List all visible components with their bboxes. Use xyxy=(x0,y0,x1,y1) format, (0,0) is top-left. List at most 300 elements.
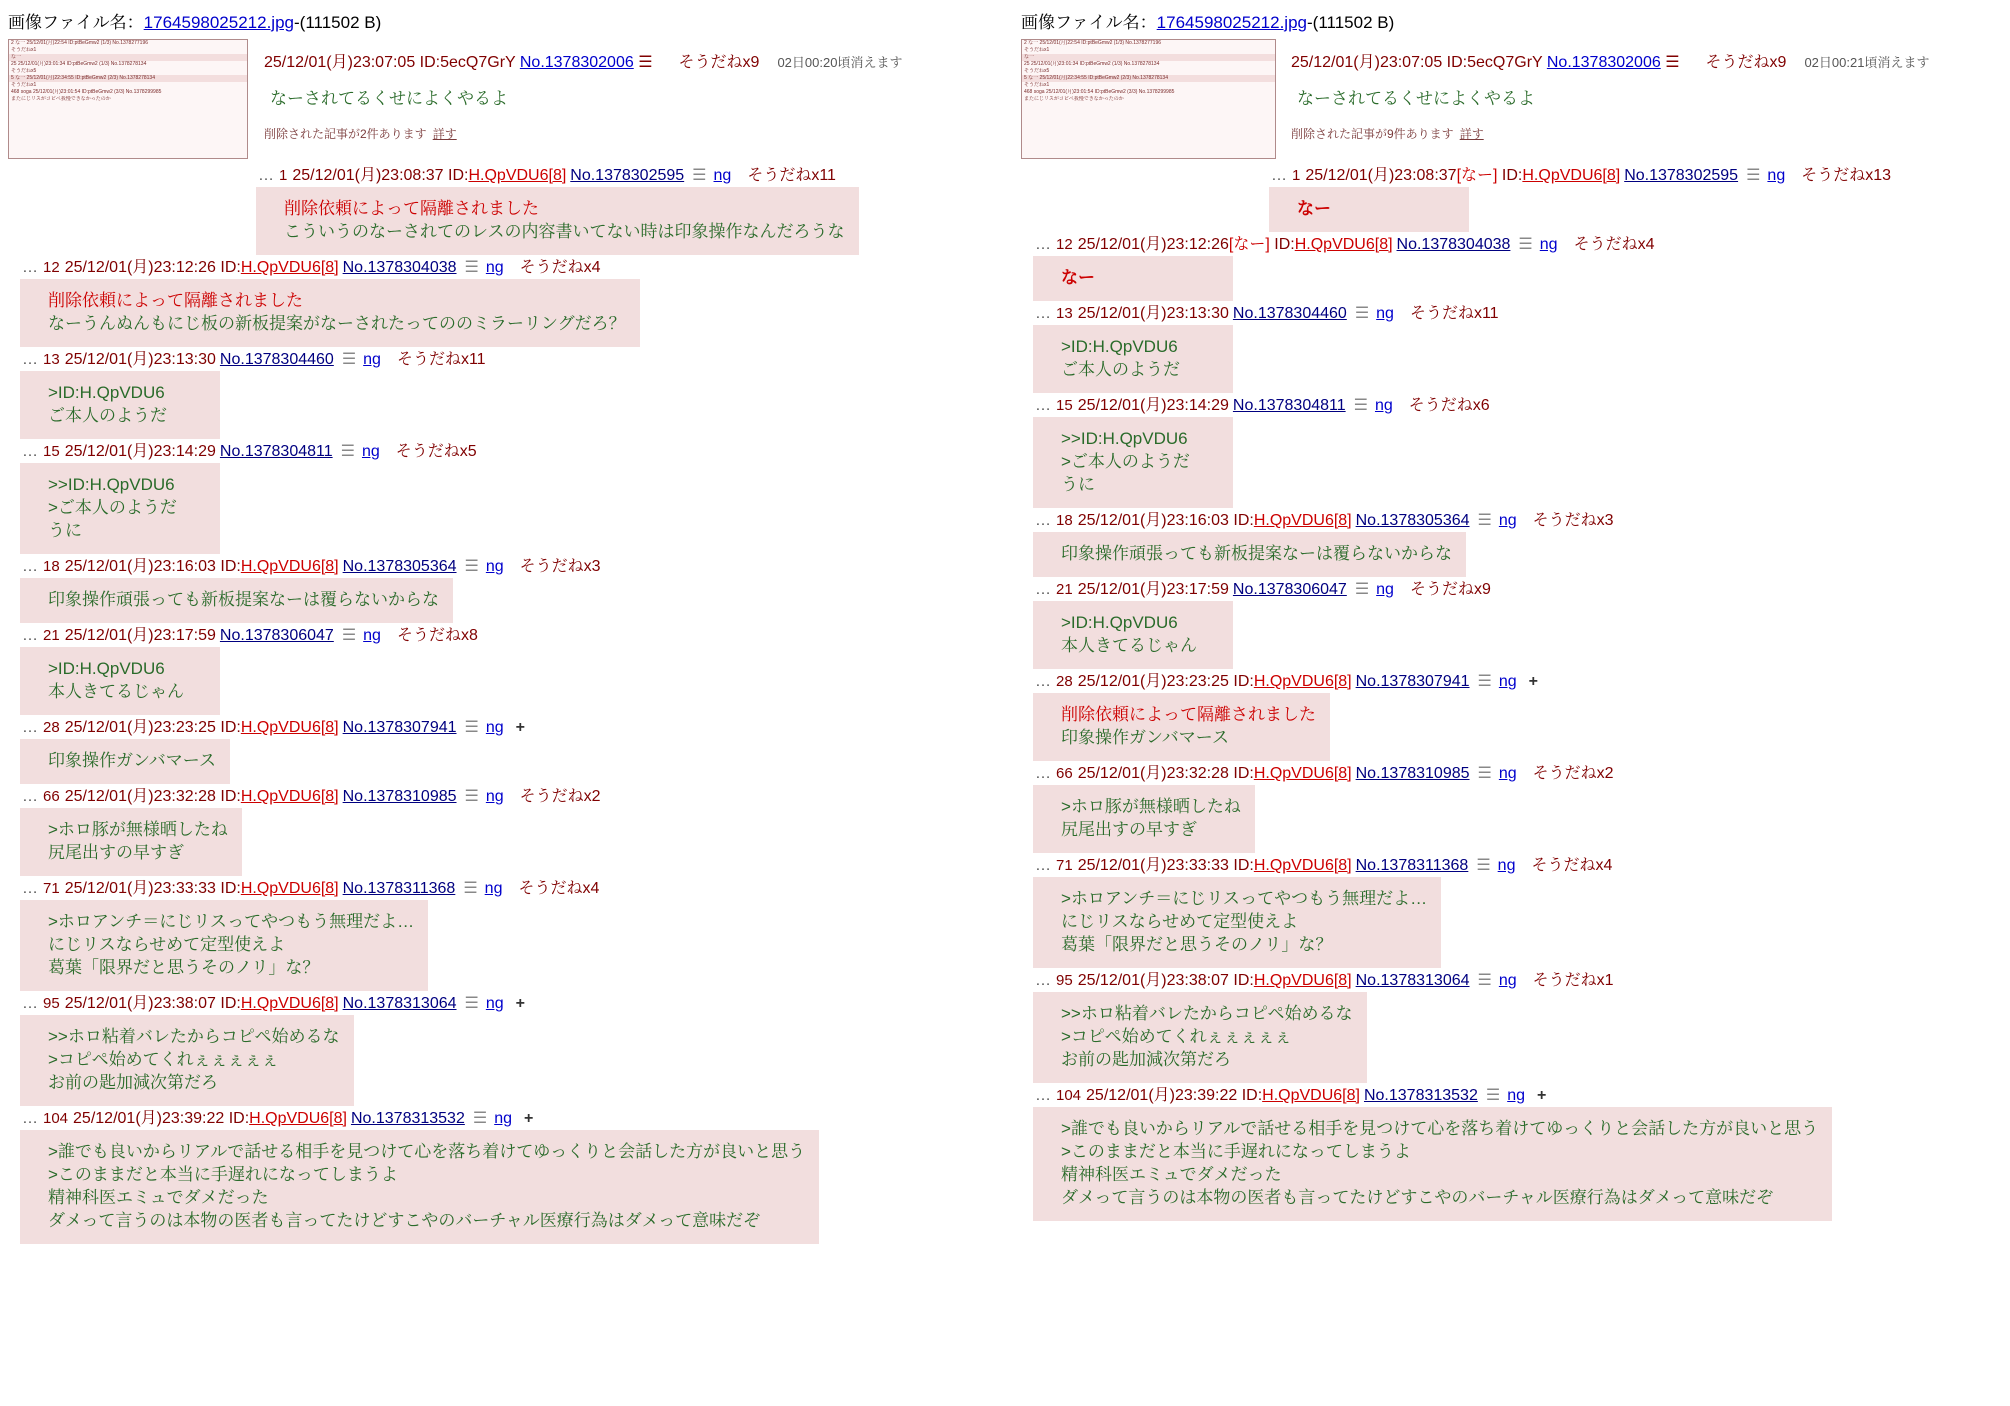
op-header xyxy=(264,37,997,72)
thumbnail-line: 2 な一 25/12/01(月)22:54 ID:ptBeGmw2 (1/3) No.1378277196 xyxy=(1024,40,1162,46)
menu-icon[interactable]: ☰ xyxy=(1518,236,1532,253)
op-expire-text: 02日00:20頃消えます xyxy=(777,55,903,70)
deleted-articles-text: 削除された記事が9件あります xyxy=(1291,127,1454,141)
reply-list xyxy=(6,163,997,1244)
reply-resno-link[interactable]: No.1378304460 xyxy=(1232,305,1347,322)
reply-body-wrap xyxy=(1033,256,2002,301)
reply-body-line: ご本人のようだ xyxy=(48,406,167,425)
reply-post xyxy=(1033,510,2002,577)
reply-body-line: 印象操作ガンバマース xyxy=(48,751,216,770)
reply-header xyxy=(20,257,997,279)
reply-body xyxy=(20,647,220,715)
reply-date: 25/12/01(月)23:08:37 xyxy=(1305,167,1457,184)
menu-icon[interactable]: ☰ xyxy=(1746,167,1760,184)
reply-resno-link[interactable]: No.1378305364 xyxy=(342,558,457,575)
reply-resno-link[interactable]: No.1378305364 xyxy=(1355,512,1470,529)
reply-post xyxy=(20,556,997,623)
ng-button[interactable]: ng xyxy=(485,558,504,575)
op-resno-link[interactable]: No.1378302006 xyxy=(1546,54,1661,71)
expand-dots-icon[interactable]: … xyxy=(22,259,39,276)
reply-post xyxy=(1033,970,2002,1083)
reply-post xyxy=(1033,763,2002,853)
ng-button[interactable]: ng xyxy=(1498,972,1517,989)
quoted-screenshot-thumbnail[interactable] xyxy=(1021,39,1276,159)
op-body-text: なーされてるくせによくやるよ xyxy=(270,89,508,108)
reply-number: 28 xyxy=(1056,673,1073,690)
expand-dots-icon[interactable]: … xyxy=(22,558,39,575)
reply-soudane-count: そうだねx11 xyxy=(396,351,486,368)
reply-body-wrap xyxy=(20,900,997,991)
reply-body xyxy=(1033,417,1233,508)
reply-resno-link[interactable]: No.1378310985 xyxy=(342,788,457,805)
ng-button[interactable]: ng xyxy=(1539,236,1558,253)
expand-dots-icon[interactable]: … xyxy=(1035,1087,1052,1104)
menu-icon[interactable]: ☰ xyxy=(1354,581,1369,598)
reply-id-value[interactable]: H.QpVDU6[8] xyxy=(1262,1087,1360,1104)
plus-button[interactable]: + xyxy=(515,719,525,736)
reply-id-label: ID: xyxy=(215,788,241,805)
expand-dots-icon[interactable]: … xyxy=(1271,167,1288,184)
reply-number: 12 xyxy=(1056,236,1073,253)
file-name-link[interactable]: 1764598025212.jpg xyxy=(143,13,294,32)
reply-body-wrap xyxy=(20,1015,997,1106)
ng-button[interactable]: ng xyxy=(484,880,503,897)
reply-post xyxy=(256,165,997,255)
thumbnail-line: またにじリスがコピペ我慢できなかったのか xyxy=(11,96,111,102)
reply-soudane-count: そうだねx13 xyxy=(1801,167,1892,184)
op-post xyxy=(1291,37,2002,157)
reply-resno-link[interactable]: No.1378313532 xyxy=(350,1110,465,1127)
reply-body-wrap xyxy=(20,463,997,554)
expand-dots-icon[interactable]: … xyxy=(1035,581,1052,598)
reply-soudane-count: そうだねx8 xyxy=(396,627,478,644)
reply-body-wrap xyxy=(1033,601,2002,669)
reply-resno-link[interactable]: No.1378306047 xyxy=(219,627,334,644)
reply-body-line: >ID:H.QpVDU6 xyxy=(1061,613,1178,632)
ng-button[interactable]: ng xyxy=(1374,397,1393,414)
menu-icon[interactable]: ☰ xyxy=(464,995,478,1012)
reply-body xyxy=(20,279,640,347)
expand-dots-icon[interactable]: … xyxy=(1035,673,1052,690)
reply-id-value[interactable]: H.QpVDU6[8] xyxy=(240,995,339,1012)
reply-number: 1 xyxy=(279,167,288,184)
reply-date: 25/12/01(月)23:33:33 xyxy=(64,880,216,897)
reply-soudane-count: そうだねx5 xyxy=(395,443,477,460)
reply-body-line: >ホロアンチ＝にじリスってやつもう無理だよ… xyxy=(48,912,415,931)
thumbnail-line: そうだねx5 xyxy=(1024,68,1050,74)
reply-post xyxy=(20,625,997,715)
reply-soudane-count: そうだねx2 xyxy=(1532,765,1614,782)
reply-body xyxy=(1033,693,1330,761)
reply-body-wrap xyxy=(1033,325,2002,393)
ng-button[interactable]: ng xyxy=(1497,857,1516,874)
menu-icon[interactable]: ☰ xyxy=(1477,673,1491,690)
reply-id-value[interactable]: H.QpVDU6[8] xyxy=(468,167,567,184)
reply-header xyxy=(20,993,997,1015)
expand-dots-icon[interactable]: … xyxy=(258,167,275,184)
reply-body-line: >誰でも良いからリアルで話せる相手を見つけて心を落ち着けてゆっくりと会話した方が良いと思う xyxy=(1061,1119,1819,1138)
menu-icon[interactable]: ☰ xyxy=(1477,512,1491,529)
reply-list xyxy=(1019,163,2002,1221)
reply-id-value[interactable]: H.QpVDU6[8] xyxy=(240,880,339,897)
reply-body-line: >ホロアンチ＝にじリスってやつもう無理だよ… xyxy=(1061,889,1428,908)
reply-soudane-count: そうだねx4 xyxy=(518,880,600,897)
reply-name-tag: [なー] xyxy=(1456,167,1498,184)
expand-dots-icon[interactable]: … xyxy=(22,788,39,805)
reply-body-line: >ご本人のようだ xyxy=(48,498,177,517)
reply-resno-link[interactable]: No.1378313064 xyxy=(342,995,457,1012)
reply-body-wrap xyxy=(256,187,997,255)
reply-header xyxy=(20,717,997,739)
reply-date: 25/12/01(月)23:38:07 xyxy=(64,995,216,1012)
reply-date: 25/12/01(月)23:38:07 xyxy=(1077,972,1229,989)
ng-button[interactable]: ng xyxy=(485,995,504,1012)
reply-body-line: 尻尾出すの早すぎ xyxy=(48,843,184,862)
reply-date: 25/12/01(月)23:16:03 xyxy=(64,558,216,575)
reply-resno-link[interactable]: No.1378302595 xyxy=(570,167,685,184)
ng-button[interactable]: ng xyxy=(363,351,381,368)
reply-soudane-count: そうだねx9 xyxy=(1409,581,1491,598)
ng-button[interactable]: ng xyxy=(1498,765,1517,782)
expand-dots-icon[interactable]: … xyxy=(1035,972,1052,989)
reply-body-line: >ID:H.QpVDU6 xyxy=(1061,337,1178,356)
reply-body-line: >ご本人のようだ xyxy=(1061,452,1190,471)
reply-body xyxy=(1033,877,1441,968)
reply-body-wrap xyxy=(20,1130,997,1244)
reply-resno-link[interactable]: No.1378304811 xyxy=(219,443,333,460)
reply-post xyxy=(1033,855,2002,968)
menu-icon[interactable]: ☰ xyxy=(464,259,478,276)
reply-body-wrap xyxy=(1033,877,2002,968)
reply-body-line: 削除依頼によって隔離されました xyxy=(1061,705,1316,724)
reply-number: 13 xyxy=(1056,305,1073,322)
reply-body-wrap xyxy=(1033,532,2002,577)
reply-number: 18 xyxy=(1056,512,1073,529)
file-label: 画像ファイル名： xyxy=(1021,13,1157,32)
plus-button[interactable]: + xyxy=(1528,673,1538,690)
menu-icon[interactable]: ☰ xyxy=(633,54,653,71)
expand-dots-icon[interactable]: … xyxy=(22,1110,39,1127)
reply-resno-link[interactable]: No.1378302595 xyxy=(1624,167,1739,184)
op-expire-text: 02日00:21頃消えます xyxy=(1804,55,1930,70)
menu-icon[interactable]: ☰ xyxy=(341,627,356,644)
reply-soudane-count: そうだねx4 xyxy=(1573,236,1655,253)
reply-number: 71 xyxy=(1056,857,1073,874)
deleted-articles-note xyxy=(264,125,997,142)
reply-resno-link[interactable]: No.1378304811 xyxy=(1232,397,1346,414)
menu-icon[interactable]: ☰ xyxy=(341,351,356,368)
reply-date: 25/12/01(月)23:13:30 xyxy=(64,351,216,368)
op-id: ID:5ecQ7GrY xyxy=(1446,54,1547,71)
menu-icon[interactable]: ☰ xyxy=(1353,397,1367,414)
reply-body xyxy=(20,1015,354,1106)
menu-icon[interactable]: ☰ xyxy=(464,788,478,805)
reply-post xyxy=(20,878,997,991)
thumbnail-line: そうだねx1 xyxy=(1024,47,1050,53)
reply-number: 104 xyxy=(43,1110,69,1127)
menu-icon[interactable]: ☰ xyxy=(1660,54,1680,71)
reply-date: 25/12/01(月)23:14:29 xyxy=(1077,397,1229,414)
reply-id-value[interactable]: H.QpVDU6[8] xyxy=(249,1110,347,1127)
expand-dots-icon[interactable]: … xyxy=(22,443,39,460)
ng-button[interactable]: ng xyxy=(361,443,380,460)
menu-icon[interactable]: ☰ xyxy=(464,719,478,736)
menu-icon[interactable]: ☰ xyxy=(1477,972,1491,989)
reply-body-line: にじリスならせめて定型使えよ xyxy=(1061,912,1299,931)
reply-date: 25/12/01(月)23:17:59 xyxy=(1077,581,1229,598)
reply-id-label: ID: xyxy=(1228,972,1254,989)
menu-icon[interactable]: ☰ xyxy=(692,167,706,184)
reply-header xyxy=(1033,395,2002,417)
plus-button[interactable]: + xyxy=(1537,1087,1547,1104)
reply-header xyxy=(1033,510,2002,532)
ng-button[interactable]: ng xyxy=(1376,581,1394,598)
reply-post xyxy=(20,717,997,784)
ng-button[interactable]: ng xyxy=(485,719,504,736)
reply-body-line: >コピペ始めてくれぇぇぇぇぇ xyxy=(48,1050,279,1069)
reply-resno-link[interactable]: No.1378307941 xyxy=(1355,673,1470,690)
reply-date: 25/12/01(月)23:12:26 xyxy=(1077,236,1229,253)
reply-number: 71 xyxy=(43,880,60,897)
plus-button[interactable]: + xyxy=(515,995,525,1012)
reply-body-line: >誰でも良いからリアルで話せる相手を見つけて心を落ち着けてゆっくりと会話した方が良いと思う xyxy=(48,1142,806,1161)
reply-id-label: ID: xyxy=(215,719,241,736)
reply-soudane-count: そうだねx2 xyxy=(519,788,601,805)
reply-body-wrap xyxy=(1033,1107,2002,1221)
reply-header xyxy=(1033,579,2002,601)
reply-date: 25/12/01(月)23:12:26 xyxy=(64,259,216,276)
thumbnail-line: そうだねx1 xyxy=(1024,82,1050,88)
reply-body-line: 印象操作頑張っても新板提案なーは覆らないからな xyxy=(48,590,439,609)
reply-date: 25/12/01(月)23:32:28 xyxy=(64,788,216,805)
reply-resno-link[interactable]: No.1378307941 xyxy=(342,719,457,736)
reply-id-value[interactable]: H.QpVDU6[8] xyxy=(1294,236,1393,253)
expand-dots-icon[interactable]: … xyxy=(22,627,39,644)
reply-id-value[interactable]: H.QpVDU6[8] xyxy=(240,558,339,575)
ng-button[interactable]: ng xyxy=(1507,1087,1525,1104)
reply-body-line: >>ID:H.QpVDU6 xyxy=(48,475,175,494)
reply-resno-link[interactable]: No.1378310985 xyxy=(1355,765,1470,782)
reply-id-label: ID: xyxy=(215,259,241,276)
ng-button[interactable]: ng xyxy=(485,259,504,276)
reply-id-label: ID: xyxy=(443,167,469,184)
expand-dots-icon[interactable]: … xyxy=(1035,857,1052,874)
expand-dots-icon[interactable]: … xyxy=(22,995,39,1012)
reply-resno-link[interactable]: No.1378304038 xyxy=(1396,236,1511,253)
ng-button[interactable]: ng xyxy=(485,788,504,805)
expand-dots-icon[interactable]: … xyxy=(1035,765,1052,782)
reply-header xyxy=(20,786,997,808)
reply-body-line: >ホロ豚が無様晒したね xyxy=(48,820,228,839)
ng-button[interactable]: ng xyxy=(1767,167,1786,184)
reply-header xyxy=(1033,855,2002,877)
op-soudane-count: そうだねx9 xyxy=(1705,54,1787,71)
reply-soudane-count: そうだねx3 xyxy=(1532,512,1614,529)
reply-body xyxy=(1033,992,1367,1083)
deleted-articles-text: 削除された記事が2件あります xyxy=(264,127,427,141)
reply-id-value[interactable]: H.QpVDU6[8] xyxy=(240,788,339,805)
reply-body-line: ご本人のようだ xyxy=(1061,360,1180,379)
reply-date: 25/12/01(月)23:39:22 xyxy=(1086,1087,1238,1104)
op-resno-link[interactable]: No.1378302006 xyxy=(519,54,634,71)
reply-body-line: >このままだと本当に手遅れになってしまうよ xyxy=(1061,1142,1411,1161)
reply-id-label: ID: xyxy=(1228,765,1254,782)
reply-body xyxy=(256,187,859,255)
reply-number: 12 xyxy=(43,259,60,276)
reply-body xyxy=(1033,532,1466,577)
thumbnail-line: 5 な一 25/12/01(月)22:34:55 ID:ptBeGmw2 (2/3) No.1378278134 xyxy=(1022,75,1275,82)
op-header xyxy=(1291,37,2002,72)
ng-button[interactable]: ng xyxy=(494,1110,512,1127)
file-name-link[interactable]: 1764598025212.jpg xyxy=(1156,13,1307,32)
menu-icon[interactable]: ☰ xyxy=(464,558,478,575)
reply-body-wrap xyxy=(20,371,997,439)
ng-button[interactable]: ng xyxy=(1498,673,1517,690)
reply-soudane-count: そうだねx3 xyxy=(519,558,601,575)
reply-body-line: 印象操作頑張っても新板提案なーは覆らないからな xyxy=(1061,544,1452,563)
menu-icon[interactable]: ☰ xyxy=(1354,305,1369,322)
reply-body-line: ダメって言うのは本物の医者も言ってたけどすこやのバーチャル医療行為はダメって意味だぞ xyxy=(48,1211,761,1230)
reply-header xyxy=(1033,671,2002,693)
reply-id-value[interactable]: H.QpVDU6[8] xyxy=(1253,512,1352,529)
reply-body-line: >このままだと本当に手遅れになってしまうよ xyxy=(48,1165,398,1184)
reply-body xyxy=(20,578,453,623)
reply-resno-link[interactable]: No.1378313064 xyxy=(1355,972,1470,989)
reply-number: 95 xyxy=(43,995,60,1012)
deleted-articles-note xyxy=(1291,125,2002,142)
reply-id-value[interactable]: H.QpVDU6[8] xyxy=(1522,167,1621,184)
expand-dots-icon[interactable]: … xyxy=(22,719,39,736)
reply-resno-link[interactable]: No.1378304460 xyxy=(219,351,334,368)
reply-body xyxy=(1033,1107,1832,1221)
thumbnail-line: そうだねx1 xyxy=(11,82,37,88)
reply-date: 25/12/01(月)23:14:29 xyxy=(64,443,216,460)
reply-id-label: ID: xyxy=(215,880,241,897)
reply-id-label: ID: xyxy=(215,558,241,575)
reply-number: 28 xyxy=(43,719,60,736)
reply-post xyxy=(20,257,997,347)
thumbnail-line: そうだねx1 xyxy=(11,47,37,53)
ng-button[interactable]: ng xyxy=(1498,512,1517,529)
reply-resno-link[interactable]: No.1378311368 xyxy=(342,880,456,897)
reply-body-wrap xyxy=(1033,417,2002,508)
reply-resno-link[interactable]: No.1378306047 xyxy=(1232,581,1347,598)
menu-icon[interactable]: ☰ xyxy=(340,443,354,460)
reply-id-label: ID: xyxy=(1497,167,1523,184)
reply-resno-link[interactable]: No.1378313532 xyxy=(1363,1087,1478,1104)
reply-header xyxy=(20,625,997,647)
reply-body xyxy=(1269,187,1469,232)
reply-header xyxy=(20,878,997,900)
menu-icon[interactable]: ☰ xyxy=(472,1110,487,1127)
reply-body-line: 本人きてるじゃん xyxy=(48,682,184,701)
op-date: 25/12/01(月)23:07:05 xyxy=(264,54,420,71)
expand-dots-icon[interactable]: … xyxy=(22,351,39,368)
plus-button[interactable]: + xyxy=(524,1110,534,1127)
reply-body xyxy=(20,1130,819,1244)
menu-icon[interactable]: ☰ xyxy=(463,880,477,897)
expand-dots-icon[interactable]: … xyxy=(1035,512,1052,529)
reply-body-wrap xyxy=(1033,992,2002,1083)
reply-post xyxy=(20,441,997,554)
quoted-screenshot-thumbnail[interactable] xyxy=(8,39,248,159)
menu-icon[interactable]: ☰ xyxy=(1485,1087,1500,1104)
reply-date: 25/12/01(月)23:39:22 xyxy=(73,1110,225,1127)
reply-header xyxy=(1033,234,2002,256)
reply-soudane-count: そうだねx1 xyxy=(1532,972,1614,989)
reply-number: 21 xyxy=(1056,581,1073,598)
reply-header xyxy=(1033,303,2002,325)
menu-icon[interactable]: ☰ xyxy=(1476,857,1490,874)
reply-name-tag: [なー] xyxy=(1228,236,1270,253)
ng-button[interactable]: ng xyxy=(363,627,381,644)
reply-header xyxy=(1033,763,2002,785)
reply-body-line: >ホロ豚が無様晒したね xyxy=(1061,797,1241,816)
reply-number: 104 xyxy=(1056,1087,1082,1104)
expand-dots-icon[interactable]: … xyxy=(1035,397,1052,414)
thumbnail-line: 5 な一 25/12/01(月)22:34:55 ID:ptBeGmw2 (2/3) No.1378278134 xyxy=(9,75,247,82)
ng-button[interactable]: ng xyxy=(1376,305,1394,322)
reply-body-line: 削除依頼によって隔離されました xyxy=(48,291,303,310)
reply-body-line: >ID:H.QpVDU6 xyxy=(48,383,165,402)
reply-body-line: にじリスならせめて定型使えよ xyxy=(48,935,286,954)
reply-id-value[interactable]: H.QpVDU6[8] xyxy=(1253,673,1352,690)
reply-body-line: こういうのなーされてのレスの内容書いてない時は印象操作なんだろうな xyxy=(284,222,845,241)
expand-dots-icon[interactable]: … xyxy=(22,880,39,897)
reply-body-line: 葛葉「限界だと思うそのノリ」な？ xyxy=(48,958,320,977)
reply-body-wrap xyxy=(1033,693,2002,761)
reply-number: 1 xyxy=(1292,167,1301,184)
thumbnail-line: 2 な一 25/12/01(月)22:54 ID:ptBeGmw2 (1/3) No.1378277196 xyxy=(11,40,149,46)
reply-resno-link[interactable]: No.1378311368 xyxy=(1355,857,1469,874)
reply-id-value[interactable]: H.QpVDU6[8] xyxy=(1253,765,1352,782)
reply-id-label: ID: xyxy=(224,1110,250,1127)
reply-body-line: >>ID:H.QpVDU6 xyxy=(1061,429,1188,448)
reply-date: 25/12/01(月)23:23:25 xyxy=(64,719,216,736)
reply-id-label: ID: xyxy=(1228,857,1254,874)
reply-header xyxy=(20,349,997,371)
reply-soudane-count: そうだねx4 xyxy=(519,259,601,276)
reply-id-value[interactable]: H.QpVDU6[8] xyxy=(240,259,339,276)
reply-body-line: 尻尾出すの早すぎ xyxy=(1061,820,1197,839)
file-size: -(111502 B) xyxy=(1307,13,1395,32)
deleted-articles-link[interactable]: 詳す xyxy=(1459,127,1484,141)
reply-date: 25/12/01(月)23:08:37 xyxy=(292,167,444,184)
op-body-text: なーされてるくせによくやるよ xyxy=(1297,89,1535,108)
deleted-articles-link[interactable]: 詳す xyxy=(432,127,457,141)
thumbnail-line: 25 25/12/01(月)23:01:34 ID:ptBeGmw2 (1/3) No.1378278134 xyxy=(11,61,147,67)
reply-id-label: ID: xyxy=(1228,673,1254,690)
reply-id-value[interactable]: H.QpVDU6[8] xyxy=(1253,972,1352,989)
expand-dots-icon[interactable]: … xyxy=(1035,305,1052,322)
reply-body-line: 印象操作ガンバマース xyxy=(1061,728,1229,747)
reply-soudane-count: そうだねx6 xyxy=(1408,397,1490,414)
ng-button[interactable]: ng xyxy=(713,167,732,184)
reply-body-line: うに xyxy=(1061,475,1095,494)
menu-icon[interactable]: ☰ xyxy=(1477,765,1491,782)
reply-id-value[interactable]: H.QpVDU6[8] xyxy=(240,719,339,736)
reply-id-value[interactable]: H.QpVDU6[8] xyxy=(1253,857,1352,874)
reply-resno-link[interactable]: No.1378304038 xyxy=(342,259,457,276)
reply-body xyxy=(1033,601,1233,669)
op-date: 25/12/01(月)23:07:05 xyxy=(1291,54,1447,71)
reply-number: 66 xyxy=(1056,765,1073,782)
file-size: -(111502 B) xyxy=(294,13,382,32)
thumbnail-line: な一 xyxy=(1022,54,1275,61)
reply-id-label: ID: xyxy=(215,995,241,1012)
expand-dots-icon[interactable]: … xyxy=(1035,236,1052,253)
reply-post xyxy=(1033,234,2002,301)
